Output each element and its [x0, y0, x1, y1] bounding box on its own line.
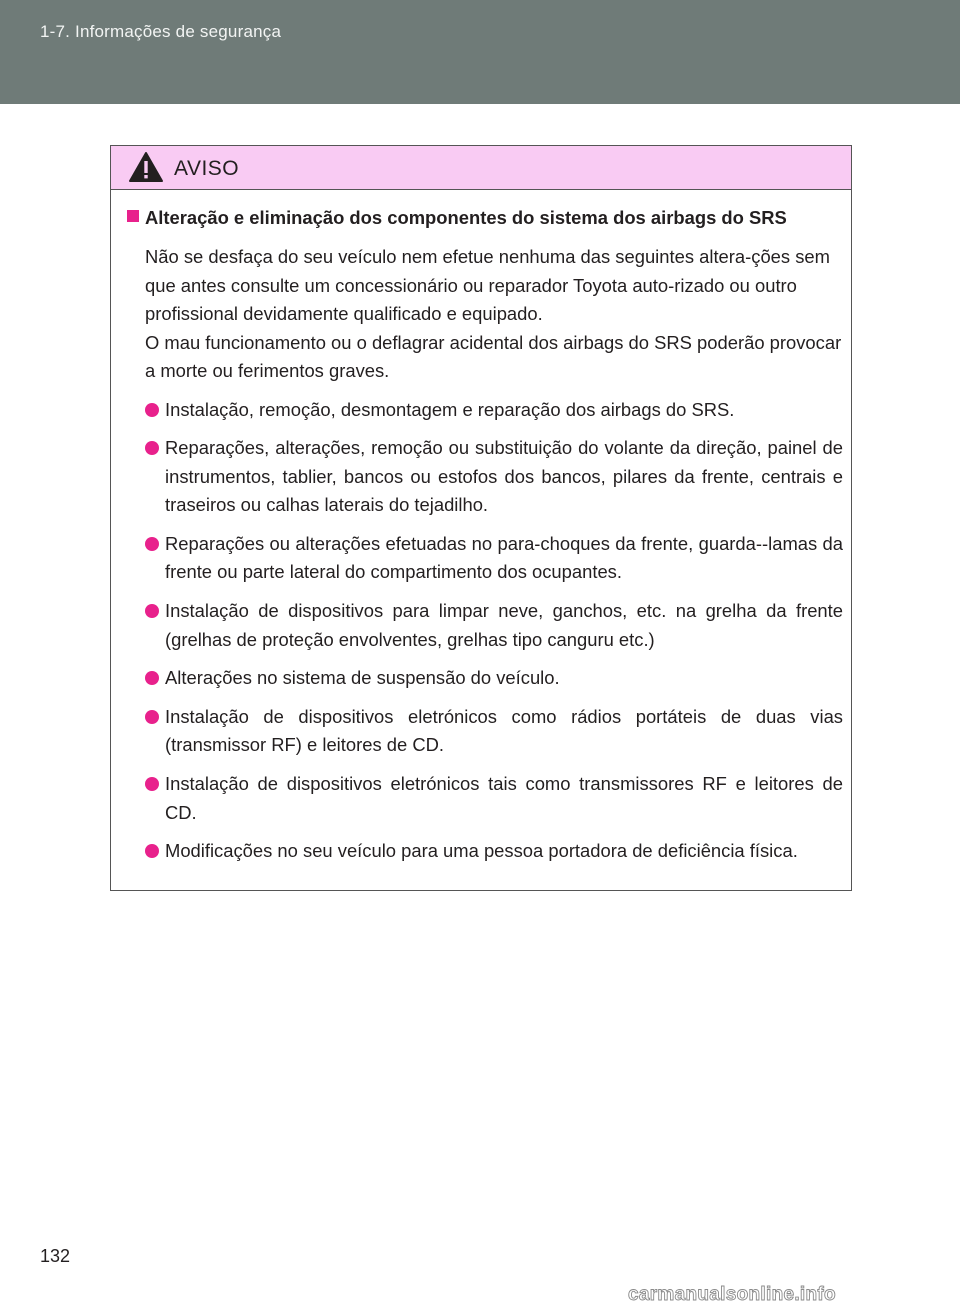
list-item [145, 837, 843, 866]
list-item [145, 434, 843, 520]
list-item [145, 530, 843, 587]
round-bullet-icon [145, 844, 159, 858]
warning-label: AVISO [174, 157, 240, 180]
round-bullet-icon [145, 403, 159, 417]
warning-box [110, 145, 852, 891]
round-bullet-icon [145, 441, 159, 455]
list-item-text: Instalação de dispositivos eletrónicos como rádios portáteis de duas vias (transmissor RF) e leitores de CD. [165, 705, 843, 756]
warning-list [127, 396, 843, 866]
round-bullet-icon [145, 537, 159, 551]
round-bullet-icon [145, 777, 159, 791]
list-item [145, 770, 843, 827]
list-item-text: Instalação, remoção, desmontagem e reparação dos airbags do SRS. [165, 398, 735, 420]
intro-paragraph: O mau funcionamento ou o deflagrar acidental dos airbags do SRS poderão provocar a morte ou ferimentos graves. [145, 331, 842, 381]
round-bullet-icon [145, 671, 159, 685]
page-number: 132 [40, 1246, 71, 1266]
warning-triangle-icon [128, 151, 164, 183]
list-item-text: Reparações ou alterações efetuadas no para-choques da frente, guarda--lamas da frente ou parte lateral do compartimento dos ocupantes. [165, 532, 843, 583]
list-item [145, 703, 843, 760]
warning-section-heading [127, 204, 843, 231]
list-item-text: Modificações no seu veículo para uma pessoa portadora de deficiência física. [165, 840, 798, 862]
list-item [145, 396, 843, 425]
watermark-text: carmanualsonline.info [628, 1284, 836, 1304]
warning-section-title: Alteração e eliminação dos componentes do sistema dos airbags do SRS [145, 207, 787, 228]
list-item [145, 664, 843, 693]
watermark-logo [626, 1284, 956, 1304]
warning-header [111, 146, 851, 190]
page-header [0, 0, 960, 104]
warning-intro [127, 243, 843, 386]
list-item-text: Alterações no sistema de suspensão do veículo. [165, 667, 560, 689]
round-bullet-icon [145, 710, 159, 724]
section-title: 1-7. Informações de segurança [40, 22, 282, 41]
intro-paragraph: Não se desfaça do seu veículo nem efetue nenhuma das seguintes altera-ções sem que antes consulte um concessionário ou reparador Toyota auto-rizado ou outro profissional devidamente qualificado e equipado. [145, 246, 830, 324]
round-bullet-icon [145, 604, 159, 618]
warning-body [127, 204, 843, 876]
list-item-text: Reparações, alterações, remoção ou substituição do volante da direção, painel de instrumentos, tablier, bancos ou estofos dos bancos, pilares da frente, centrais e traseiros ou calhas laterais do tejadilho. [165, 437, 843, 516]
square-bullet-icon [127, 210, 139, 222]
list-item-text: Instalação de dispositivos para limpar neve, ganchos, etc. na grelha da frente (grelhas de proteção envolventes, grelhas tipo canguru etc.) [165, 600, 843, 650]
list-item-text: Instalação de dispositivos eletrónicos tais como transmissores RF e leitores de CD. [165, 773, 843, 823]
list-item [145, 597, 843, 654]
